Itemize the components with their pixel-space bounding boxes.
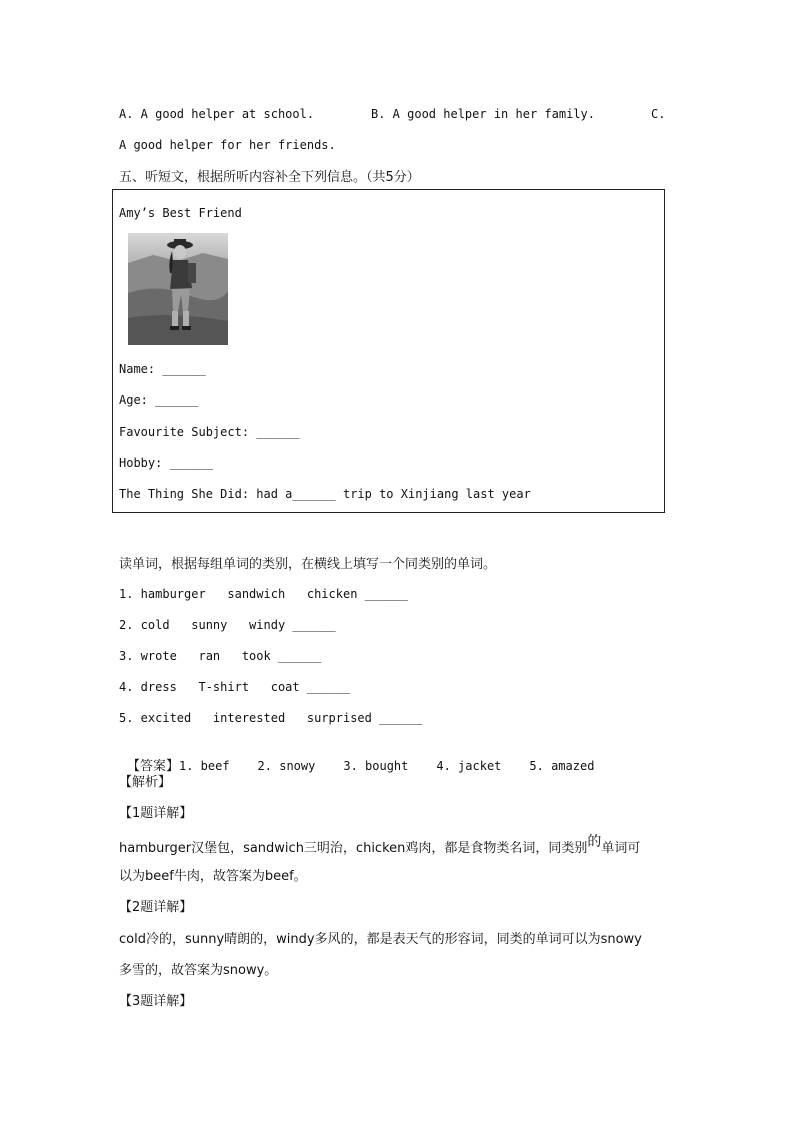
field-name: Name: ______ <box>119 362 206 376</box>
q2-explanation-line2: 多雪的，故答案为snowy。 <box>119 963 278 978</box>
vocab-item-3: 3. wrote ran took ______ <box>119 649 322 663</box>
field-favourite-subject: Favourite Subject: ______ <box>119 425 300 439</box>
option-a: A. A good helper at school. <box>119 107 315 121</box>
answer-2: 2. snowy <box>257 759 316 773</box>
option-c-prefix: C. <box>651 107 666 121</box>
field-age: Age: ______ <box>119 393 199 407</box>
vocab-item-5: 5. excited interested surprised ______ <box>119 711 423 725</box>
answer-5: 5. amazed <box>529 759 595 773</box>
analysis-label: 【解析】 <box>119 775 172 790</box>
option-c-text: A good helper for her friends. <box>119 138 336 152</box>
q1-line1-sup: 的 <box>587 834 602 850</box>
card-title: Amy’s Best Friend <box>119 206 242 220</box>
vocab-instruction: 读单词，根据每组单词的类别，在横线上填写一个同类别的单词。 <box>119 557 497 572</box>
q1-explanation-line1 <box>119 834 641 857</box>
field-thing-she-did: The Thing She Did: had a______ trip to Xinjiang last year <box>119 487 531 501</box>
vocab-item-2: 2. cold sunny windy ______ <box>119 618 336 632</box>
option-b: B. A good helper in her family. <box>371 107 595 121</box>
answer-4: 4. jacket <box>436 759 502 773</box>
section-heading: 五、听短文，根据所听内容补全下列信息。（共5分） <box>119 170 420 185</box>
answer-label: 【答案】 <box>126 759 179 774</box>
answer-row <box>119 740 594 774</box>
vocab-item-4: 4. dress T-shirt coat ______ <box>119 680 351 694</box>
q2-explanation-line1: cold冷的，sunny晴朗的，windy多风的，都是表天气的形容词，同类的单词可以为snowy <box>119 932 642 947</box>
q1-line1-a: hamburger汉堡包，sandwich三明治，chicken鸡肉，都是食物类名词，同类别 <box>119 841 588 856</box>
q2-title: 【2题详解】 <box>119 900 193 915</box>
friend-photo <box>128 233 228 345</box>
q1-line1-b: 单词可 <box>601 841 641 856</box>
answer-1: 1. beef <box>178 759 230 773</box>
field-hobby: Hobby: ______ <box>119 456 213 470</box>
q1-explanation-line2: 以为beef牛肉，故答案为beef。 <box>119 869 307 884</box>
vocab-item-1: 1. hamburger sandwich chicken ______ <box>119 587 408 601</box>
answer-3: 3. bought <box>343 759 409 773</box>
q3-title: 【3题详解】 <box>119 994 193 1009</box>
q1-title: 【1题详解】 <box>119 806 193 821</box>
